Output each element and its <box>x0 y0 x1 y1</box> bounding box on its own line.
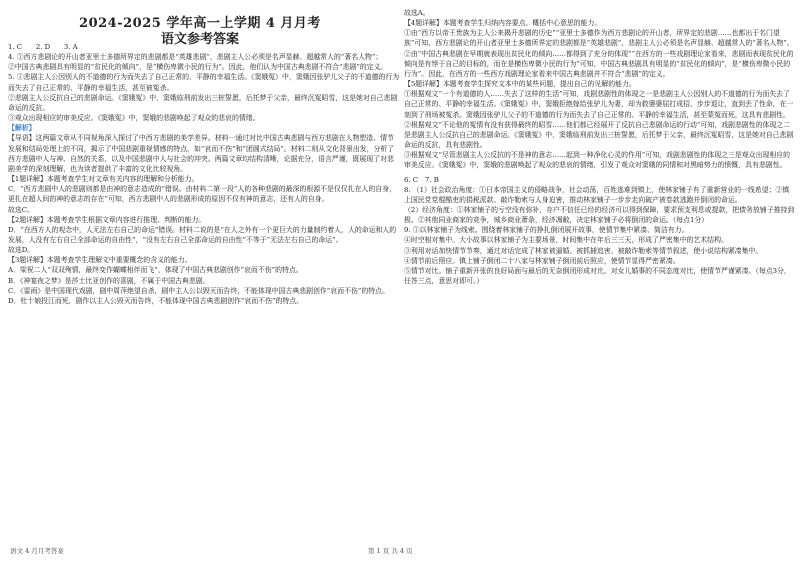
q2-choice: 故选D。 <box>8 246 35 255</box>
answer-8-part-1: 8. （1）社会政治角度：①日本帝国主义的侵略战争，社会动荡，百姓逃难到镇上，使林家铺子有了重新营业的一线希望；②镇上国民党党棍酷吏的捐税派款、敲诈勒索与人身迫害，推动林家铺子一步步走向破产被卷款逃跑并倒闭的命运。 <box>404 185 790 204</box>
answer-9-point-1: 9. ①以林家铺子为线索。围绕着林家铺子的挣扎倒闭展开故事，使情节集中紧凑、简洁有力。 <box>404 226 689 235</box>
q3-option-c: C．《雷雨》是中国现代戏剧，剧中周萍绝望自杀，剧中主人公以毁灭而告终，不能体现中国古典悲剧创作“哀而不伤”的特点。 <box>8 286 389 295</box>
answer-9-point-2: ④时空相对集中。大小故事以林家铺子为主要场景，时间集中在年后三三天，形成了严密集中的艺术结构。 <box>404 236 728 245</box>
answer-choices-1-3: 1. C 2. D 3. A <box>8 43 78 51</box>
q4-point-1: ①由“西方以帝王贵族为主人公来揭开悲剧的历史”“亚里士多德作为西方悲剧论的开山者，所界定的悲剧……也都出于名门望族”可知，西方悲剧论的开山者亚里士多德所界定的悲剧都是“英雄悲剧”，悲剧主人公必须是名声显赫、超越常人的“著名人物”。 <box>404 29 794 48</box>
q5-point-2: ②根据观文“不论他的冤情有没有获得最终的昭雪……他们都已经展开了反抗自己悲剧命运的行动”可知，戏剧悲剧性的体现之二是悲剧主人公反抗自己的悲剧命运。《窦娥冤》中，窦娥临刑前发出三桩誓愿，后托梦于父亲，最终沉冤昭雪，这是她对自己悲剧命运的反抗，具有悲剧性。 <box>404 120 794 150</box>
q5-point-3: ③根据观文“尽管悲剧主人公反抗的不是神的意志……起到一种净化心灵的作用”可知，戏剧悲剧性的体现之三是观众出现相应的审美反应。《窦娥冤》中，窦娥的悲剧唤起了观众的悲哀的情绪，引发了观众对窦娥的同情和对黑暗势力的愤慨，具有悲剧性。 <box>404 151 791 170</box>
answer-5-point-2: ②悲剧主人公反抗自己的悲剧命运。《窦娥冤》中，窦娥临刑前发出三桩誓愿，后托梦于父亲，最终沉冤昭雪，这是她对自己悲剧命运的反抗。 <box>8 93 398 112</box>
answer-9-point-5: ⑤情节对比。铺子重新开张的良好局面与最后的无奈倒闭形成对比，对女儿婚事的不同态度对比，使情节严谨紧凑。（每点3分，任答三点，意思对即可。） <box>404 266 791 286</box>
q3-option-a: A．梁祝二人“双双殉情，最终变作蝴蝶相伴而飞”，体现了中国古典悲剧创作“哀而不伤”的特点。 <box>8 266 303 275</box>
q2-explanation-heading: 【2题详解】本题考查学生根据文章内容进行推理、判断的能力。 <box>8 215 206 224</box>
q1-choice: 故选C。 <box>8 205 34 214</box>
page-title: 2024-2025 学年高一上学期 4 月月考 <box>79 16 321 31</box>
q3-choice: 故选A。 <box>404 9 430 17</box>
q5-point-1: ①根据观文“一个有道德的人……失去了这样的生活”可知，戏剧悲剧性的体现之一是悲剧主人公因别人的不道德的行为而失去了自己正常的、平静的幸福生活。《窦娥冤》中，窦娥拒绝嫁给张驴儿为妻，却为救婆婆屈打成招，步步退让，直到丢了性命，在一刻到了刑场被冤杀。窦娥因张驴儿父子的不道德的行为而失去了自己正常的、平静的幸福生活，甚至蒙冤而死，这具有悲剧性。 <box>404 90 794 119</box>
q3-option-d: D．杜十娘投江而死，剧作以主人公毁灭而告终，不能体现中国古典悲剧创作“哀而不伤”的特点。 <box>8 296 304 305</box>
answer-9-point-4: ④情节前后照应。镇上铺子倒闭二十八家与林家铺子倒闭前后照应，使情节显得严密紧凑。 <box>404 256 680 265</box>
intro-paragraph: 【导语】这两篇文章从不同视角深入探讨了中西方悲剧的美学差异。材料一通过对比中国古典悲剧与西方悲剧在人物塑造、情节发展和结局处理上的不同，揭示了中国悲剧重视情感的特点，如“哀而不伤”和“团圆式结局”。材料二则从文化背景出发，分析了西方悲剧中人与神、自然的关系，以及中国悲剧中人与社会的冲突。两篇文章均结构清晰，论据充分，语言严谨，既展现了对悲剧美学的深刻理解，也为读者提供了丰富的文化比较视角。 <box>8 134 395 173</box>
answer-4-point-2: ②中国古典悲剧具有明显的“贫民化的倾向”，是“横伤卑微小民的行为”。因此，他们认为中国古典悲剧不符合“悲剧”的定义。 <box>8 63 388 72</box>
answer-9-point-3: ③利用对话加快情节节奏，通过对话完成了林家被逼婚、被抓捕追害、被敲诈勒索等情节叙述，使小说结构紧凑集中。 <box>404 246 763 255</box>
analysis-heading: 【解析】 <box>8 124 36 133</box>
page-subtitle: 语文参考答案 <box>160 32 239 47</box>
q4-point-2: ②由“中国古典悲剧在早期就表现出贫民化的倾向……都得到了充分的体现”“在西方的一些戏剧理论家看来，悲剧而表现贫民化的倾向是有悖于自己的目标的，而在是横伤卑微小民的行为”可知，中国古典悲剧具有明显的“贫民化的倾向”，是“横伤卑微小民的行为”。因此，在西方的一些西方戏剧理论家看来中国古典悲剧并不符合“悲剧”的定义。 <box>404 49 794 78</box>
answer-choices-6-7: 6. C 7. B <box>404 175 439 184</box>
left-column <box>8 42 400 306</box>
q3-option-b: B．《神宴夜之梦》是莎士比亚创作的喜剧，不属于中国古典悲剧。 <box>8 276 210 285</box>
q4-explanation-heading: 【4题详解】本题考查学生归纳内容要点、概括中心意思的能力。 <box>404 19 602 28</box>
answer-4-point-1: 4. ①西方悲剧论的开山者亚里士多德所界定的悲剧都是“英雄悲剧”，悲剧主人公必须是名声显赫、超越常人的“著名人物”； <box>8 53 383 62</box>
right-column <box>404 8 796 286</box>
page-number: 第 1 页 共 4 页 <box>368 547 413 555</box>
q3-explanation-heading: 【3题详解】本题考查学生理解文中重要概念的含义的能力。 <box>8 256 192 265</box>
answer-8-part-2: （2）经济角度：①林家铺子的亏空没有弥补，存户不信任已经的经济可以得到保障，要求预支利息或提款，把债务放铺子推持到极。②其他同业商家的竞争，城乡商业萧条，经济凋敝，决定林家铺子必将倒闭的命运。（每点1分） <box>404 205 795 225</box>
answer-5-point-1: 5. ①悲剧主人公因别人的不道德的行为而失去了自己正常的、平静的幸福生活。《窦娥冤》中，窦娥因张驴儿父子的不道德的行为而失去了自己正常的、平静的幸福生活，甚至被冤杀。 <box>8 73 400 92</box>
footer-doc-name: 语文 4 月月考答案 <box>10 547 64 555</box>
q1-explanation-heading: 【1题详解】本题考查学生对文章有关内容的理解和分析能力。 <box>8 175 199 184</box>
q1-explanation: C．“西方悲剧中人的悲剧则都是由神的意志造成的”错误。由材料二第一段“人的各种悲剧的最深的根源不是仅仅扎在人的自身，更扎在超人间的神的意志的存在”可知，西方悲剧中人的悲剧形成的原因不仅有神的意志，还有人的自身。 <box>8 185 396 204</box>
answer-5-point-3: ③观众出现相应的审美反应。《窦娥冤》中，窦娥的悲剧唤起了观众的悲哀的情绪。 <box>8 114 260 123</box>
q2-explanation: D．“在西方人的观念中，人无法左右自己的命运”错误。材料二说的是“在人之外有一个更巨大的力量制约着人，人的命运和人的发展，人没有左右自己全部命运的自由性”，“没有左右自己全部命运的自由性”不等于“无法左右自己的命运”。 <box>8 225 397 244</box>
q5-explanation-heading: 【5题详解】本题考查学生探究文本中的某些问题，提出自己的见解的能力。 <box>404 80 636 89</box>
